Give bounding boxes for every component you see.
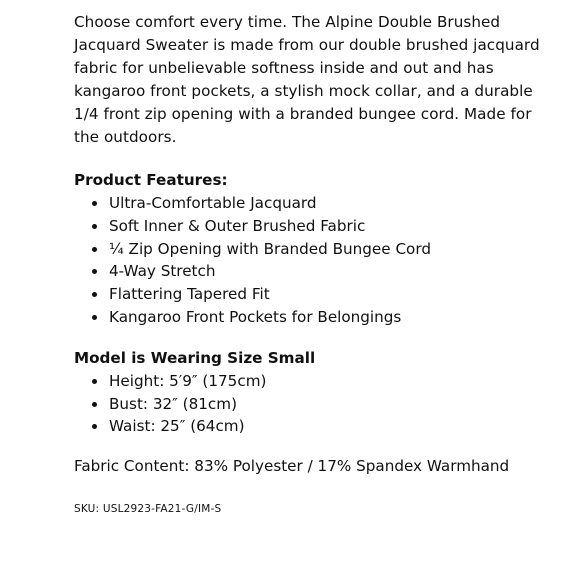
- feature-text: Ultra-Comfortable Jacquard: [109, 194, 317, 212]
- features-list: [74, 192, 554, 329]
- bullet-icon: [92, 224, 97, 229]
- list-item: [74, 283, 554, 306]
- bullet-icon: [92, 379, 97, 384]
- list-item: [74, 393, 554, 416]
- list-item: [74, 370, 554, 393]
- list-item: [74, 215, 554, 238]
- bullet-icon: [92, 292, 97, 297]
- feature-text: Kangaroo Front Pockets for Belongings: [109, 307, 402, 326]
- measurement-text: Bust: 32″ (81cm): [109, 394, 238, 413]
- sku-label: SKU: USL2923-FA21-G/IM-S: [74, 503, 222, 516]
- list-item: [74, 415, 554, 438]
- feature-text: 4-Way Stretch: [109, 262, 216, 281]
- list-item: [74, 260, 554, 283]
- measurement-text: Height: 5′9″ (175cm): [109, 371, 267, 390]
- model-size-heading: Model is Wearing Size Small: [74, 348, 316, 367]
- bullet-icon: [92, 269, 97, 274]
- product-details: [74, 11, 554, 516]
- list-item: [74, 192, 554, 215]
- feature-text: Soft Inner & Outer Brushed Fabric: [109, 216, 366, 235]
- list-item: [74, 306, 554, 329]
- bullet-icon: [92, 247, 97, 252]
- list-item: [74, 238, 554, 261]
- feature-text: Flattering Tapered Fit: [109, 285, 270, 304]
- bullet-icon: [92, 424, 97, 429]
- feature-text: ¼ Zip Opening with Branded Bungee Cord: [109, 239, 431, 258]
- bullet-icon: [92, 315, 97, 320]
- product-description: Choose comfort every time. The Alpine Double Brushed Jacquard Sweater is made from our double brushed jacquard fabric for unbelievable softness inside and out and has kangaroo front pockets, a stylish mock collar, and a durable 1/4 front zip opening with a branded bungee cord. Made for the outdoors.: [74, 13, 540, 146]
- bullet-icon: [92, 402, 97, 407]
- model-measurements-list: [74, 370, 554, 438]
- fabric-content: Fabric Content: 83% Polyester / 17% Spandex Warmhand: [74, 457, 510, 476]
- bullet-icon: [92, 201, 97, 206]
- measurement-text: Waist: 25″ (64cm): [109, 417, 245, 436]
- features-heading: Product Features:: [74, 171, 228, 189]
